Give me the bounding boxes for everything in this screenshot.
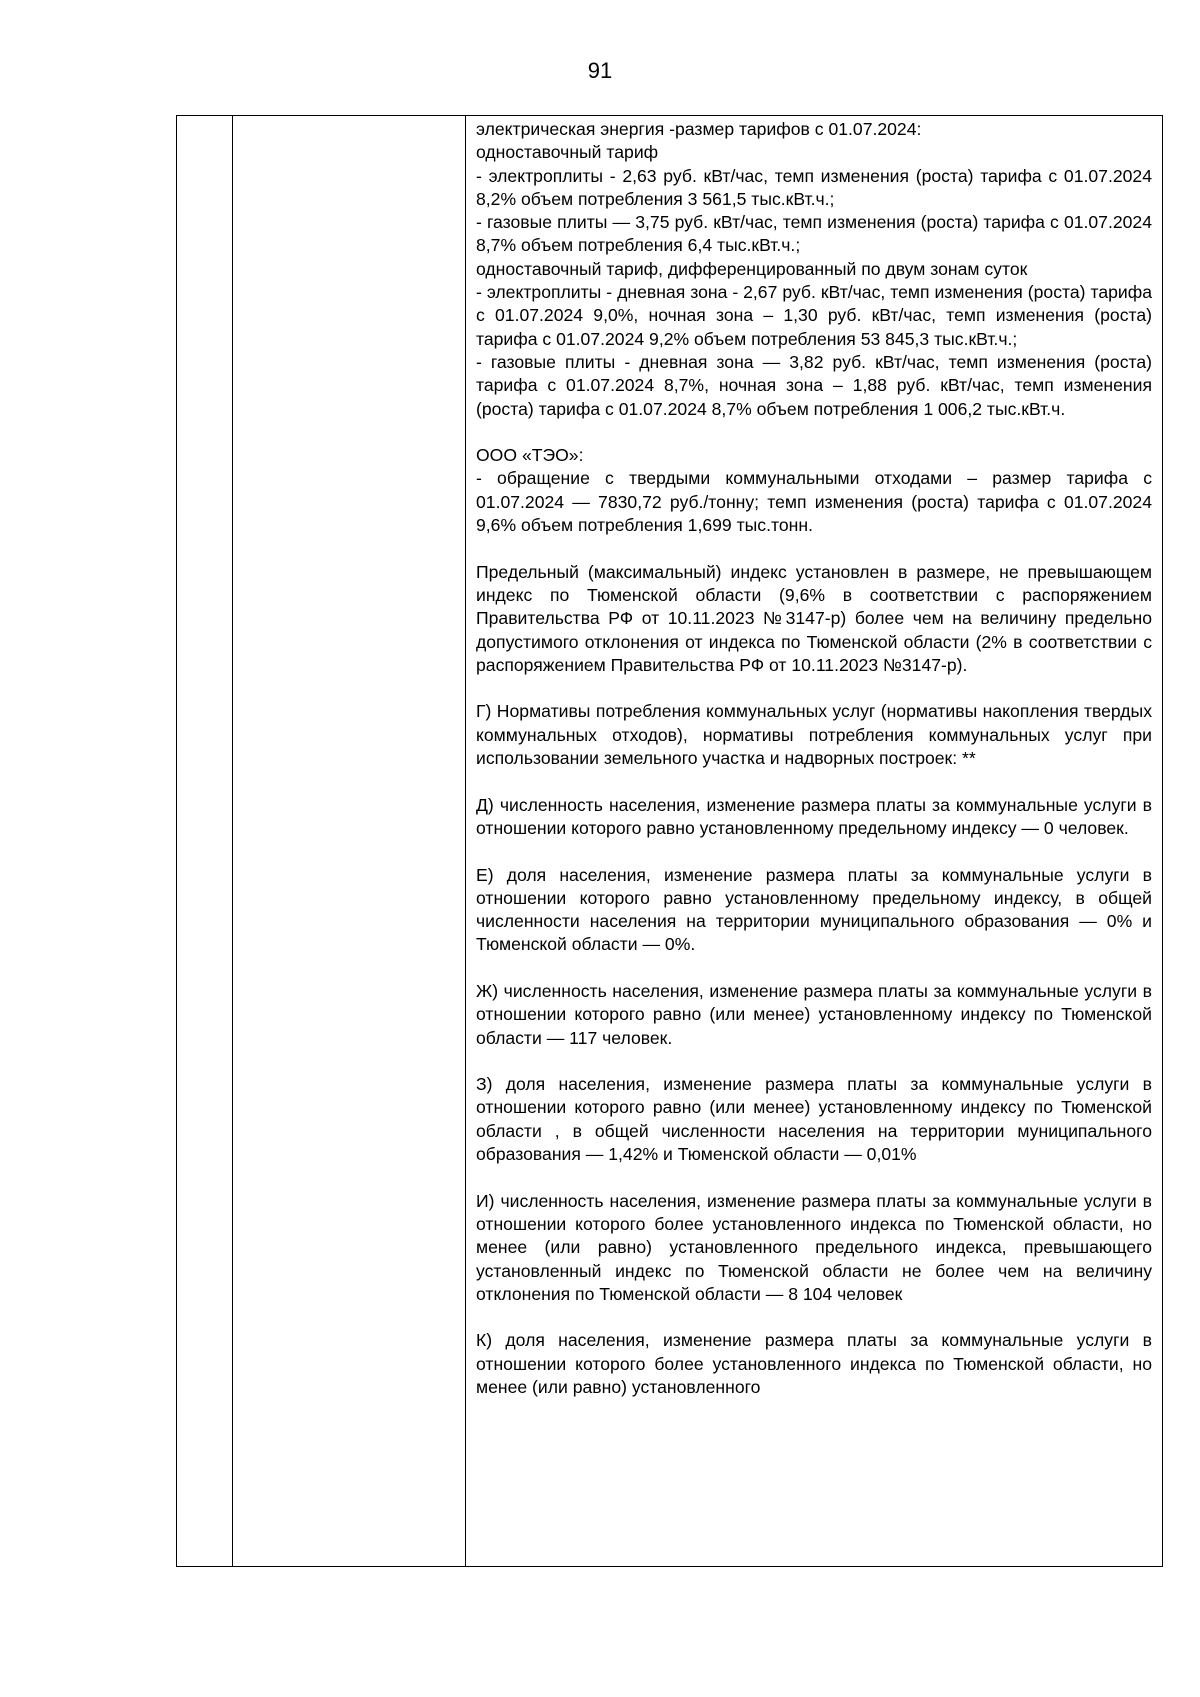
paragraph-gap bbox=[476, 677, 1152, 700]
paragraph: одноставочный тариф bbox=[476, 142, 659, 163]
paragraph: Д) численность населения, изменение размера платы за коммунальные услуги в отношении которого равно установленному предельному индексу — 0 человек. bbox=[476, 794, 1152, 838]
paragraph-gap bbox=[476, 537, 1152, 560]
paragraph: З) доля населения, изменение размера платы за коммунальные услуги в отношении которого равно (или менее) установленному индексу по Тюменской области , в общей численности населения на территории муниципального образования — 1,42% и Тюменской области — 0,01% bbox=[476, 1074, 1152, 1165]
page-number: 91 bbox=[587, 58, 613, 83]
paragraph: Г) Нормативы потребления коммунальных услуг (нормативы накопления твердых коммунальных отходов), нормативы потребления коммунальных услуг при использовании земельного участка и надворных построек: ** bbox=[476, 701, 1152, 769]
table-row bbox=[177, 116, 1163, 1567]
table-cell-content bbox=[466, 116, 1163, 1567]
paragraph-gap bbox=[476, 770, 1152, 793]
table-cell-number bbox=[177, 116, 233, 1567]
paragraph: И) численность населения, изменение размера платы за коммунальные услуги в отношении которого более установленного индекса по Тюменской области, но менее (или равно) установленного предельного индекса, превышающего установленный индекс по Тюменской области не более чем на величину отклонения по Тюменской области — 8 104 человек bbox=[476, 1190, 1152, 1304]
paragraph-gap bbox=[476, 1166, 1152, 1189]
paragraph-gap bbox=[476, 421, 1152, 444]
paragraph-gap bbox=[476, 840, 1152, 863]
paragraph: одноставочный тариф, дифференцированный по двум зонам суток bbox=[476, 258, 1028, 279]
paragraph: - электроплиты - 2,63 руб. кВт/час, темп изменения (роста) тарифа с 01.07.2024 8,2% объем потребления 3 561,5 тыс.кВт.ч.; bbox=[476, 165, 1152, 209]
cell-text-body bbox=[466, 116, 1162, 1564]
paragraph: Ж) численность населения, изменение размера платы за коммунальные услуги в отношении которого равно (или менее) установленному индексу по Тюменской области — 117 человек. bbox=[476, 980, 1152, 1048]
table-cell-name bbox=[233, 116, 466, 1567]
paragraph: - газовые плиты - дневная зона — 3,82 руб. кВт/час, темп изменения (роста) тарифа с 01.07.2024 8,7%, ночная зона – 1,88 руб. кВт/час, темп изменения (роста) тарифа с 01.07.2024 8,7% объем потребления 1 006,2 тыс.кВт.ч. bbox=[476, 351, 1152, 419]
paragraph-gap bbox=[476, 957, 1152, 980]
paragraph: - электроплиты - дневная зона - 2,67 руб. кВт/час, темп изменения (роста) тарифа с 01.07.2024 9,0%, ночная зона – 1,30 руб. кВт/час, темп изменения (роста) тарифа с 01.07.2024 9,2% объем потребления 53 845,3 тыс.кВт.ч.; bbox=[476, 282, 1152, 349]
paragraph-gap bbox=[476, 1050, 1152, 1073]
paragraph: - газовые плиты — 3,75 руб. кВт/час, темп изменения (роста) тарифа с 01.07.2024 8,7% объем потребления 6,4 тыс.кВт.ч.; bbox=[476, 212, 1152, 256]
paragraph: Е) доля населения, изменение размера платы за коммунальные услуги в отношении которого равно установленному предельному индексу, в общей численности населения на территории муниципального образования — 0% и Тюменской области — 0%. bbox=[476, 864, 1152, 955]
content-table bbox=[176, 115, 1163, 1567]
paragraph: электрическая энергия -размер тарифов с 01.07.2024: bbox=[476, 119, 922, 139]
paragraph: - обращение с твердыми коммунальными отходами – размер тарифа с 01.07.2024 — 7830,72 руб./тонну; темп изменения (роста) тарифа с 01.07.2024 9,6% объем потребления 1,699 тыс.тонн. bbox=[476, 468, 1152, 536]
paragraph: Предельный (максимальный) индекс установлен в размере, не превышающем индекс по Тюменской области (9,6% в соответствии с распоряжением Правительства РФ от 10.11.2023 №3147-р) более чем на величину предельно допустимого отклонения от индекса по Тюменской области (2% в соответствии с распоряжением Правительства РФ от 10.11.2023 №3147-р). bbox=[476, 561, 1152, 675]
paragraph: К) доля населения, изменение размера платы за коммунальные услуги в отношении которого более установленного индекса по Тюменской области, но менее (или равно) установленного bbox=[476, 1330, 1152, 1398]
paragraph-gap bbox=[476, 1306, 1152, 1329]
paragraph: ООО «ТЭО»: bbox=[476, 445, 584, 466]
